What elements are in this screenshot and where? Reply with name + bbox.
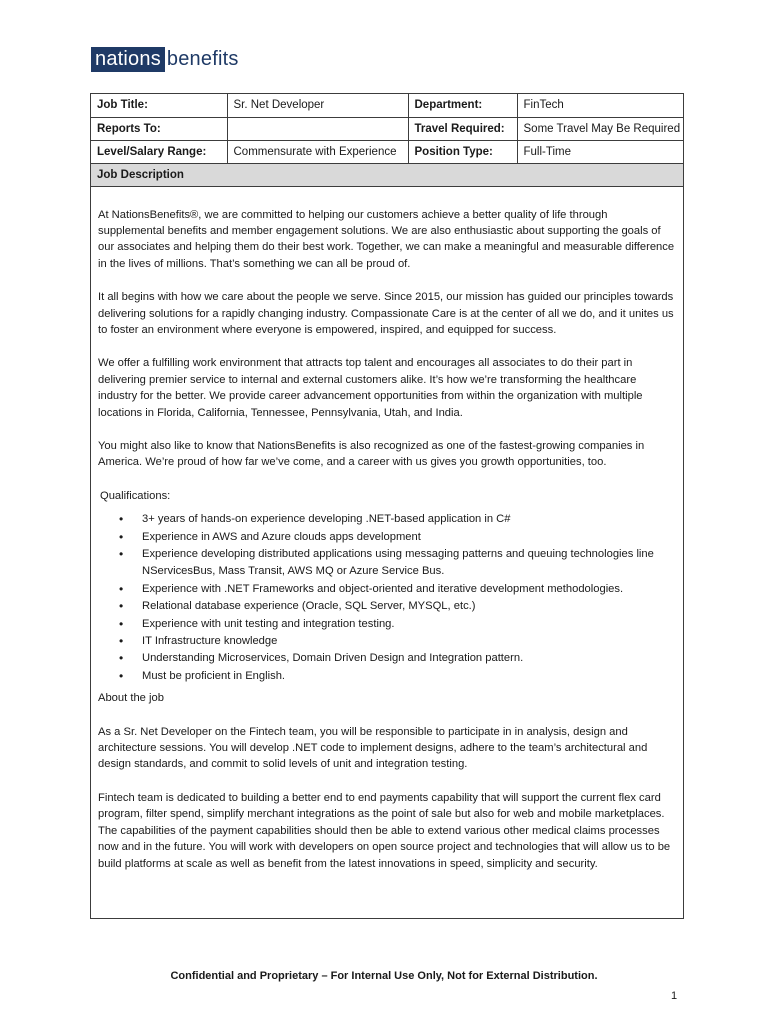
department-label: Department: xyxy=(408,94,517,117)
list-item: • Experience with unit testing and integration testing. xyxy=(142,616,676,633)
qualifications-heading: Qualifications: xyxy=(100,489,171,502)
table-row xyxy=(91,117,683,140)
about-paragraph-team: Fintech team is dedicated to building a better end to end payments capability that will support the current flex card program, filter spend, simplify merchant integrations as the point of sale but also for web and mobile marketplaces. The capabilities of the payment capabilities should then be able to extend various other medical claims processes now and in the future. You will work with developers on open source project and technologies that will allow us to be build platforms at scale as well as benefit from the latest innovations in speed, simplicity and security. xyxy=(98,791,671,870)
position-type-value: Full-Time xyxy=(517,140,683,163)
job-title-value: Sr. Net Developer xyxy=(227,94,408,117)
page-number: 1 xyxy=(671,990,678,1002)
level-salary-value: Commensurate with Experience xyxy=(227,140,408,163)
list-item: • Experience with .NET Frameworks and object-oriented and iterative development methodologies. xyxy=(142,581,676,598)
qualifications-list xyxy=(98,511,676,685)
travel-required-value: Some Travel May Be Required xyxy=(517,117,683,140)
list-item: • IT Infrastructure knowledge xyxy=(142,633,676,650)
job-description-heading: Job Description xyxy=(91,164,683,187)
department-value: FinTech xyxy=(517,94,683,117)
about-job-heading: About the job xyxy=(98,692,164,705)
list-item: • Relational database experience (Oracle, SQL Server, MYSQL, etc.) xyxy=(142,598,676,615)
nationsbenefits-logo xyxy=(91,46,239,72)
logo-benefits: benefits xyxy=(166,48,239,70)
logo-nations: nations xyxy=(91,47,165,72)
environment-paragraph: We offer a fulfilling work environment that attracts top talent and encourages all associates to do their part in delivering premier service to internal and external customers alike. It’s how we’re transforming the healthcare industry for the better. We provide career advancement opportunities from within the organization with multiple locations in Florida, California, Tennessee, Pennsylvania, Utah, and India. xyxy=(98,357,643,419)
about-paragraph-role: As a Sr. Net Developer on the Fintech team, you will be responsible to participate in in analysis, design and architecture sessions. You will develop .NET code to implement designs, adhere to the team’s architectural and design standards, and commit to solid levels of unit and integration testing. xyxy=(98,725,648,771)
recognition-paragraph: You might also like to know that NationsBenefits is also recognized as one of the fastest-growing companies in America. We’re proud of how far we’ve come, and a career with us gives you growth opportunities, too. xyxy=(98,439,645,469)
job-info-table xyxy=(91,94,683,164)
position-type-label: Position Type: xyxy=(408,140,517,163)
list-item: • Experience in AWS and Azure clouds apps development xyxy=(142,529,676,546)
job-description-frame xyxy=(90,93,684,919)
job-description-content xyxy=(91,187,683,872)
reports-to-label: Reports To: xyxy=(91,117,227,140)
table-row xyxy=(91,140,683,163)
list-item: • Experience developing distributed applications using messaging patterns and queuing technologies line NServicesBus, Mass Transit, AWS MQ or Azure Service Bus. xyxy=(142,546,676,581)
intro-paragraph: At NationsBenefits®, we are committed to helping our customers achieve a better quality of life through supplemental benefits and member engagement solutions. We are also enthusiastic about supporting the goals of our associates and helping them do their best work. Together, we can make a meaningful and measurable difference in the lives of millions. That’s something we can all be proud of. xyxy=(98,208,675,270)
level-salary-label: Level/Salary Range: xyxy=(91,140,227,163)
job-title-label: Job Title: xyxy=(91,94,227,117)
travel-required-label: Travel Required: xyxy=(408,117,517,140)
list-item: • Understanding Microservices, Domain Driven Design and Integration pattern. xyxy=(142,650,676,667)
table-row xyxy=(91,94,683,117)
confidentiality-footer: Confidential and Proprietary – For Internal Use Only, Not for External Distribution. xyxy=(170,970,598,982)
list-item: • 3+ years of hands-on experience developing .NET-based application in C# xyxy=(142,511,676,528)
list-item: • Must be proficient in English. xyxy=(142,668,676,685)
mission-paragraph: It all begins with how we care about the people we serve. Since 2015, our mission has guided our principles towards delivering solutions for a rapidly changing industry. Compassionate Care is at the center of all we do, and it unites us to foster an environment where everyone is empowered, inspired, and equipped for success. xyxy=(98,291,674,336)
reports-to-value xyxy=(227,117,408,140)
